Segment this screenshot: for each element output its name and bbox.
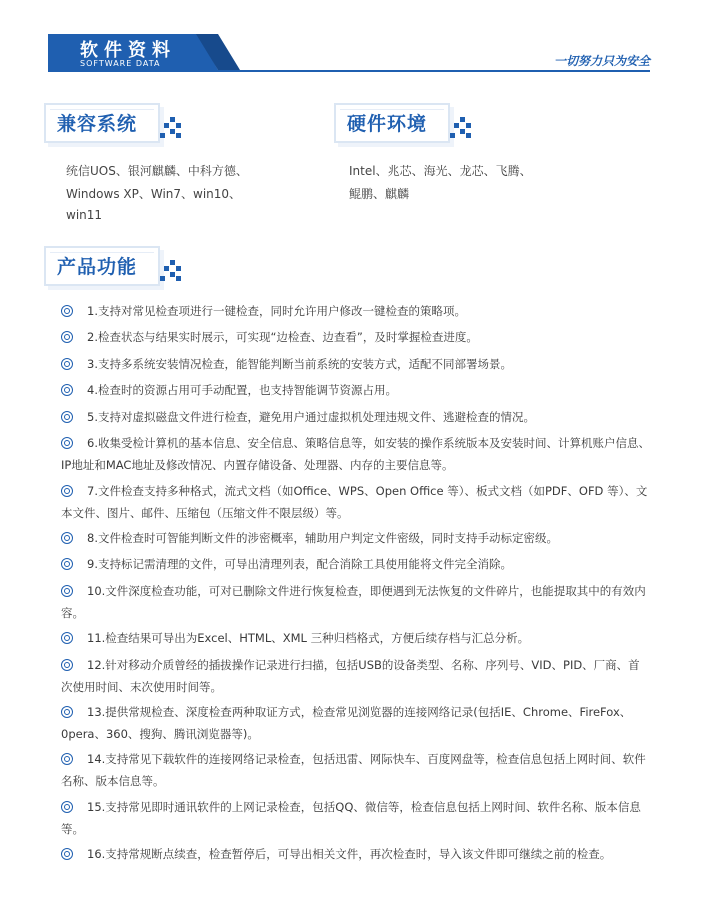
feature-item: 4.检查时的资源占用可手动配置，也支持智能调节资源占用。 <box>61 379 651 401</box>
features-heading-label: 产品功能 <box>57 256 138 278</box>
feature-item: 16.支持常规断点续查，检查暂停后，可导出相关文件，再次检查时，导入该文件即可继续之前的检查。 <box>61 843 651 865</box>
bullet-circle-icon <box>61 358 73 370</box>
bullet-circle-icon <box>61 384 73 396</box>
compat-heading-label: 兼容系统 <box>57 113 138 135</box>
feature-item: 11.检查结果可导出为Excel、HTML、XML 三种归档格式，方便后续存档与汇总分析。 <box>61 627 651 649</box>
feature-item: 2.检查状态与结果实时展示，可实现“边检查、边查看”，及时掌握检查进度。 <box>61 326 651 348</box>
hardware-line: 鲲鹏、麒麟 <box>349 187 410 201</box>
header-slogan-logo: 一切努力只为安全 <box>553 54 650 68</box>
features-heading <box>44 246 194 294</box>
header-title: 软件资料 <box>80 40 176 61</box>
feature-item: 6.收集受检计算机的基本信息、安全信息、策略信息等，如安装的操作系统版本及安装时间、计算机账户信息、IP地址和MAC地址及修改情况、内置存储设备、处理器、内存的主要信息等。 <box>61 436 650 472</box>
bullet-circle-icon <box>61 801 73 813</box>
compat-heading <box>44 103 194 151</box>
bullet-circle-icon <box>61 659 73 671</box>
compat-line: Windows XP、Win7、win10、 <box>66 187 242 201</box>
compat-line: 统信UOS、银河麒麟、中科方德、 <box>66 164 248 178</box>
feature-item: 12.针对移动介质曾经的插拔操作记录进行扫描，包括USB的设备类型、名称、序列号、VID、PID、厂商、首次使用时间、末次使用时间等。 <box>61 658 640 694</box>
bullet-circle-icon <box>61 632 73 644</box>
feature-item: 8.文件检查时可智能判断文件的涉密概率，辅助用户判定文件密级，同时支持手动标定密级。 <box>61 527 651 549</box>
dots-decoration-icon <box>450 117 474 141</box>
hardware-line: Intel、兆芯、海光、龙芯、飞腾、 <box>349 164 532 178</box>
bullet-circle-icon <box>61 411 73 423</box>
feature-item: 10.文件深度检查功能，可对已删除文件进行恢复检查，即便遇到无法恢复的文件碎片，也能提取其中的有效内容。 <box>61 584 646 620</box>
bullet-circle-icon <box>61 753 73 765</box>
feature-item: 13.提供常规检查、深度检查两种取证方式，检查常见浏览器的连接网络记录(包括IE、Chrome、FireFox、0pera、360、搜狗、腾讯浏览器等)。 <box>61 705 632 741</box>
bullet-circle-icon <box>61 437 73 449</box>
hardware-heading <box>334 103 484 151</box>
dots-decoration-icon <box>160 260 184 284</box>
bullet-circle-icon <box>61 585 73 597</box>
header-rule <box>48 70 650 72</box>
feature-item: 14.支持常见下载软件的连接网络记录检查，包括迅雷、网际快车、百度网盘等，检查信息包括上网时间、软件名称、版本信息等。 <box>61 752 646 788</box>
bullet-circle-icon <box>61 305 73 317</box>
feature-item: 1.支持对常见检查项进行一键检查，同时允许用户修改一键检查的策略项。 <box>61 300 651 322</box>
bullet-circle-icon <box>61 706 73 718</box>
header-subtitle: SOFTWARE DATA <box>80 59 161 68</box>
bullet-circle-icon <box>61 532 73 544</box>
feature-item: 9.支持标记需清理的文件，可导出清理列表，配合消除工具使用能将文件完全消除。 <box>61 553 651 575</box>
feature-item: 15.支持常见即时通讯软件的上网记录检查，包括QQ、微信等，检查信息包括上网时间、软件名称、版本信息等。 <box>61 800 641 836</box>
feature-item: 5.支持对虚拟磁盘文件进行检查，避免用户通过虚拟机处理违规文件、逃避检查的情况。 <box>61 406 651 428</box>
page-header <box>0 0 711 80</box>
feature-item: 3.支持多系统安装情况检查，能智能判断当前系统的安装方式，适配不同部署场景。 <box>61 353 651 375</box>
feature-item: 7.文件检查支持多种格式，流式文档（如Office、WPS、Open Office 等）、板式文档（如PDF、OFD 等）、文本文件、图片、邮件、压缩包（压缩文件不限层级）等。 <box>61 484 648 520</box>
bullet-circle-icon <box>61 848 73 860</box>
bullet-circle-icon <box>61 485 73 497</box>
bullet-circle-icon <box>61 558 73 570</box>
dots-decoration-icon <box>160 117 184 141</box>
hardware-heading-label: 硬件环境 <box>347 113 428 135</box>
compat-line: win11 <box>66 208 103 222</box>
bullet-circle-icon <box>61 331 73 343</box>
